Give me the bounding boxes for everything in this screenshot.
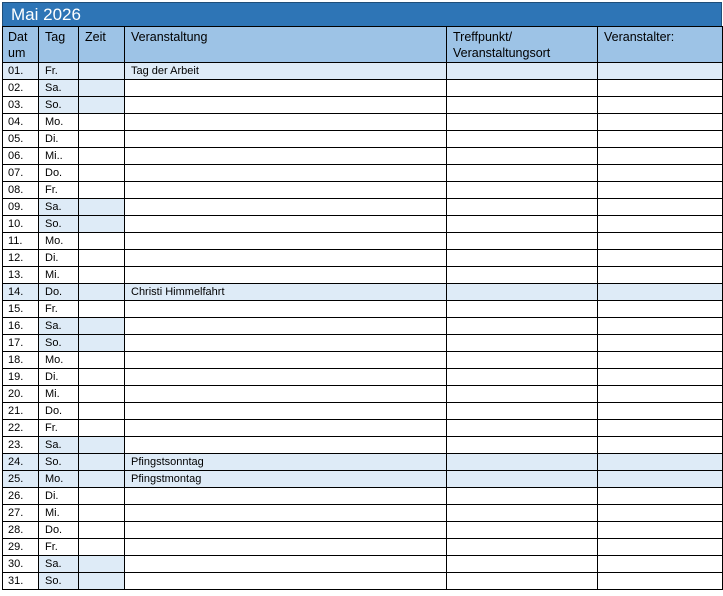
cell-zeit[interactable] bbox=[79, 539, 125, 556]
cell-datum: 11. bbox=[3, 233, 39, 250]
cell-zeit[interactable] bbox=[79, 216, 125, 233]
cell-treffpunkt[interactable] bbox=[447, 199, 598, 216]
cell-veranstaltung[interactable] bbox=[125, 216, 447, 233]
cell-zeit[interactable] bbox=[79, 369, 125, 386]
calendar-sheet bbox=[2, 2, 722, 590]
cell-veranstalter[interactable] bbox=[598, 573, 723, 590]
cell-veranstaltung[interactable] bbox=[125, 522, 447, 539]
table-row bbox=[3, 216, 723, 233]
cell-veranstaltung[interactable]: Pfingstmontag bbox=[125, 471, 447, 488]
table-row bbox=[3, 454, 723, 471]
cell-veranstalter[interactable] bbox=[598, 199, 723, 216]
month-title: Mai 2026 bbox=[2, 2, 722, 26]
table-row bbox=[3, 318, 723, 335]
cell-veranstalter[interactable] bbox=[598, 165, 723, 182]
cell-veranstaltung[interactable] bbox=[125, 165, 447, 182]
cell-veranstalter[interactable] bbox=[598, 131, 723, 148]
cell-datum: 27. bbox=[3, 505, 39, 522]
cell-treffpunkt[interactable] bbox=[447, 488, 598, 505]
table-row bbox=[3, 165, 723, 182]
cell-zeit[interactable] bbox=[79, 556, 125, 573]
cell-datum: 08. bbox=[3, 182, 39, 199]
cell-veranstaltung[interactable]: Tag der Arbeit bbox=[125, 63, 447, 80]
cell-zeit[interactable] bbox=[79, 573, 125, 590]
cell-datum: 23. bbox=[3, 437, 39, 454]
cell-veranstaltung[interactable]: Pfingstsonntag bbox=[125, 454, 447, 471]
cell-treffpunkt[interactable] bbox=[447, 437, 598, 454]
cell-zeit[interactable] bbox=[79, 488, 125, 505]
cell-tag: Fr. bbox=[39, 539, 79, 556]
cell-treffpunkt[interactable] bbox=[447, 369, 598, 386]
cell-datum: 06. bbox=[3, 148, 39, 165]
table-row bbox=[3, 80, 723, 97]
cell-veranstaltung[interactable] bbox=[125, 131, 447, 148]
cell-zeit[interactable] bbox=[79, 284, 125, 301]
table-row bbox=[3, 97, 723, 114]
cell-veranstaltung[interactable] bbox=[125, 267, 447, 284]
cell-datum: 04. bbox=[3, 114, 39, 131]
cell-datum: 30. bbox=[3, 556, 39, 573]
table-row bbox=[3, 250, 723, 267]
cell-datum: 17. bbox=[3, 335, 39, 352]
cell-datum: 15. bbox=[3, 301, 39, 318]
cell-veranstalter[interactable] bbox=[598, 216, 723, 233]
cell-zeit[interactable] bbox=[79, 522, 125, 539]
table-row bbox=[3, 369, 723, 386]
cell-datum: 18. bbox=[3, 352, 39, 369]
table-row bbox=[3, 63, 723, 80]
cell-veranstalter[interactable] bbox=[598, 335, 723, 352]
cell-tag: Mo. bbox=[39, 114, 79, 131]
cell-datum: 20. bbox=[3, 386, 39, 403]
cell-datum: 21. bbox=[3, 403, 39, 420]
cell-datum: 14. bbox=[3, 284, 39, 301]
cell-zeit[interactable] bbox=[79, 165, 125, 182]
cell-treffpunkt[interactable] bbox=[447, 165, 598, 182]
cell-tag: Do. bbox=[39, 165, 79, 182]
cell-treffpunkt[interactable] bbox=[447, 471, 598, 488]
cell-datum: 26. bbox=[3, 488, 39, 505]
cell-zeit[interactable] bbox=[79, 335, 125, 352]
cell-veranstaltung[interactable] bbox=[125, 573, 447, 590]
cell-treffpunkt[interactable] bbox=[447, 284, 598, 301]
cell-datum: 09. bbox=[3, 199, 39, 216]
cell-tag: Fr. bbox=[39, 301, 79, 318]
cell-datum: 24. bbox=[3, 454, 39, 471]
cell-tag: Sa. bbox=[39, 318, 79, 335]
cell-treffpunkt[interactable] bbox=[447, 267, 598, 284]
cell-zeit[interactable] bbox=[79, 148, 125, 165]
cell-datum: 12. bbox=[3, 250, 39, 267]
cell-zeit[interactable] bbox=[79, 250, 125, 267]
cell-tag: Mo. bbox=[39, 233, 79, 250]
cell-tag: Do. bbox=[39, 522, 79, 539]
cell-tag: Fr. bbox=[39, 420, 79, 437]
cell-tag: So. bbox=[39, 335, 79, 352]
cell-veranstalter[interactable] bbox=[598, 437, 723, 454]
header-veranstaltung: Veranstaltung bbox=[125, 27, 447, 63]
cell-veranstaltung[interactable] bbox=[125, 369, 447, 386]
cell-tag: Mi. bbox=[39, 386, 79, 403]
cell-zeit[interactable] bbox=[79, 403, 125, 420]
cell-treffpunkt[interactable] bbox=[447, 80, 598, 97]
table-row bbox=[3, 267, 723, 284]
cell-veranstaltung[interactable] bbox=[125, 182, 447, 199]
cell-zeit[interactable] bbox=[79, 131, 125, 148]
cell-tag: Mo. bbox=[39, 471, 79, 488]
cell-veranstaltung[interactable] bbox=[125, 80, 447, 97]
cell-veranstalter[interactable] bbox=[598, 233, 723, 250]
cell-veranstaltung[interactable] bbox=[125, 233, 447, 250]
cell-tag: So. bbox=[39, 97, 79, 114]
cell-tag: Di. bbox=[39, 369, 79, 386]
cell-treffpunkt[interactable] bbox=[447, 352, 598, 369]
cell-tag: Di. bbox=[39, 488, 79, 505]
cell-veranstalter[interactable] bbox=[598, 97, 723, 114]
table-row bbox=[3, 182, 723, 199]
cell-datum: 02. bbox=[3, 80, 39, 97]
cell-treffpunkt[interactable] bbox=[447, 114, 598, 131]
table-row bbox=[3, 488, 723, 505]
cell-datum: 10. bbox=[3, 216, 39, 233]
cell-veranstalter[interactable] bbox=[598, 250, 723, 267]
cell-veranstaltung[interactable] bbox=[125, 318, 447, 335]
cell-treffpunkt[interactable] bbox=[447, 233, 598, 250]
table-row bbox=[3, 114, 723, 131]
cell-zeit[interactable] bbox=[79, 505, 125, 522]
cell-treffpunkt[interactable] bbox=[447, 420, 598, 437]
cell-datum: 31. bbox=[3, 573, 39, 590]
cell-veranstaltung[interactable] bbox=[125, 437, 447, 454]
cell-zeit[interactable] bbox=[79, 386, 125, 403]
table-row bbox=[3, 573, 723, 590]
table-row bbox=[3, 301, 723, 318]
cell-veranstalter[interactable] bbox=[598, 80, 723, 97]
cell-treffpunkt[interactable] bbox=[447, 403, 598, 420]
cell-treffpunkt[interactable] bbox=[447, 454, 598, 471]
cell-datum: 01. bbox=[3, 63, 39, 80]
cell-veranstalter[interactable] bbox=[598, 386, 723, 403]
table-row bbox=[3, 505, 723, 522]
cell-zeit[interactable] bbox=[79, 437, 125, 454]
cell-tag: Do. bbox=[39, 403, 79, 420]
cell-treffpunkt[interactable] bbox=[447, 301, 598, 318]
table-row bbox=[3, 471, 723, 488]
cell-veranstalter[interactable] bbox=[598, 556, 723, 573]
cell-tag: Sa. bbox=[39, 80, 79, 97]
cell-tag: Sa. bbox=[39, 199, 79, 216]
cell-datum: 19. bbox=[3, 369, 39, 386]
cell-veranstaltung[interactable] bbox=[125, 420, 447, 437]
table-row bbox=[3, 199, 723, 216]
cell-veranstaltung[interactable] bbox=[125, 556, 447, 573]
cell-veranstalter[interactable] bbox=[598, 522, 723, 539]
cell-tag: Fr. bbox=[39, 63, 79, 80]
cell-datum: 28. bbox=[3, 522, 39, 539]
cell-tag: So. bbox=[39, 573, 79, 590]
cell-tag: Di. bbox=[39, 250, 79, 267]
cell-treffpunkt[interactable] bbox=[447, 97, 598, 114]
cell-datum: 03. bbox=[3, 97, 39, 114]
cell-veranstalter[interactable] bbox=[598, 148, 723, 165]
cell-veranstaltung[interactable] bbox=[125, 488, 447, 505]
cell-veranstaltung[interactable] bbox=[125, 199, 447, 216]
cell-veranstalter[interactable] bbox=[598, 539, 723, 556]
cell-zeit[interactable] bbox=[79, 199, 125, 216]
cell-datum: 13. bbox=[3, 267, 39, 284]
cell-veranstaltung[interactable]: Christi Himmelfahrt bbox=[125, 284, 447, 301]
cell-tag: Di. bbox=[39, 131, 79, 148]
table-body bbox=[3, 63, 723, 590]
cell-tag: Sa. bbox=[39, 437, 79, 454]
cell-zeit[interactable] bbox=[79, 471, 125, 488]
header-tag: Tag bbox=[39, 27, 79, 63]
cell-treffpunkt[interactable] bbox=[447, 250, 598, 267]
table-row bbox=[3, 437, 723, 454]
cell-treffpunkt[interactable] bbox=[447, 216, 598, 233]
cell-zeit[interactable] bbox=[79, 80, 125, 97]
cell-treffpunkt[interactable] bbox=[447, 522, 598, 539]
cell-veranstaltung[interactable] bbox=[125, 148, 447, 165]
table-row bbox=[3, 233, 723, 250]
cell-zeit[interactable] bbox=[79, 420, 125, 437]
cell-veranstalter[interactable] bbox=[598, 284, 723, 301]
cell-tag: Fr. bbox=[39, 182, 79, 199]
header-row bbox=[3, 27, 723, 63]
cell-veranstalter[interactable] bbox=[598, 403, 723, 420]
cell-veranstaltung[interactable] bbox=[125, 505, 447, 522]
cell-datum: 29. bbox=[3, 539, 39, 556]
cell-veranstalter[interactable] bbox=[598, 505, 723, 522]
cell-veranstaltung[interactable] bbox=[125, 301, 447, 318]
cell-treffpunkt[interactable] bbox=[447, 318, 598, 335]
header-veranstalter: Veranstalter: bbox=[598, 27, 723, 63]
cell-treffpunkt[interactable] bbox=[447, 148, 598, 165]
cell-veranstalter[interactable] bbox=[598, 454, 723, 471]
cell-treffpunkt[interactable] bbox=[447, 539, 598, 556]
table-row bbox=[3, 148, 723, 165]
cell-zeit[interactable] bbox=[79, 233, 125, 250]
cell-datum: 25. bbox=[3, 471, 39, 488]
cell-tag: Do. bbox=[39, 284, 79, 301]
cell-veranstalter[interactable] bbox=[598, 318, 723, 335]
header-treffpunkt: Treffpunkt/ Veranstaltungsort bbox=[447, 27, 598, 63]
cell-veranstalter[interactable] bbox=[598, 352, 723, 369]
cell-zeit[interactable] bbox=[79, 63, 125, 80]
table-row bbox=[3, 539, 723, 556]
table-row bbox=[3, 335, 723, 352]
cell-tag: Mo. bbox=[39, 352, 79, 369]
cell-veranstalter[interactable] bbox=[598, 301, 723, 318]
table-row bbox=[3, 403, 723, 420]
cell-datum: 05. bbox=[3, 131, 39, 148]
cell-datum: 16. bbox=[3, 318, 39, 335]
cell-veranstaltung[interactable] bbox=[125, 539, 447, 556]
table-row bbox=[3, 386, 723, 403]
cell-veranstaltung[interactable] bbox=[125, 114, 447, 131]
cell-zeit[interactable] bbox=[79, 267, 125, 284]
cell-tag: Mi. bbox=[39, 505, 79, 522]
cell-veranstalter[interactable] bbox=[598, 488, 723, 505]
cell-zeit[interactable] bbox=[79, 454, 125, 471]
header-zeit: Zeit bbox=[79, 27, 125, 63]
table-row bbox=[3, 131, 723, 148]
cell-veranstaltung[interactable] bbox=[125, 352, 447, 369]
calendar-table bbox=[2, 26, 723, 590]
cell-veranstaltung[interactable] bbox=[125, 250, 447, 267]
cell-tag: Mi. bbox=[39, 267, 79, 284]
cell-treffpunkt[interactable] bbox=[447, 556, 598, 573]
table-row bbox=[3, 556, 723, 573]
cell-zeit[interactable] bbox=[79, 301, 125, 318]
cell-veranstaltung[interactable] bbox=[125, 403, 447, 420]
table-row bbox=[3, 352, 723, 369]
table-row bbox=[3, 522, 723, 539]
cell-treffpunkt[interactable] bbox=[447, 505, 598, 522]
cell-treffpunkt[interactable] bbox=[447, 386, 598, 403]
cell-zeit[interactable] bbox=[79, 182, 125, 199]
cell-veranstalter[interactable] bbox=[598, 420, 723, 437]
cell-veranstalter[interactable] bbox=[598, 182, 723, 199]
cell-veranstaltung[interactable] bbox=[125, 386, 447, 403]
cell-tag: So. bbox=[39, 216, 79, 233]
cell-veranstalter[interactable] bbox=[598, 471, 723, 488]
cell-veranstalter[interactable] bbox=[598, 63, 723, 80]
cell-zeit[interactable] bbox=[79, 352, 125, 369]
cell-tag: So. bbox=[39, 454, 79, 471]
cell-datum: 07. bbox=[3, 165, 39, 182]
cell-treffpunkt[interactable] bbox=[447, 63, 598, 80]
table-row bbox=[3, 420, 723, 437]
cell-veranstalter[interactable] bbox=[598, 267, 723, 284]
cell-veranstalter[interactable] bbox=[598, 114, 723, 131]
cell-treffpunkt[interactable] bbox=[447, 573, 598, 590]
cell-zeit[interactable] bbox=[79, 318, 125, 335]
cell-veranstalter[interactable] bbox=[598, 369, 723, 386]
cell-tag: Sa. bbox=[39, 556, 79, 573]
cell-treffpunkt[interactable] bbox=[447, 131, 598, 148]
cell-veranstaltung[interactable] bbox=[125, 97, 447, 114]
cell-datum: 22. bbox=[3, 420, 39, 437]
header-datum: Datum bbox=[3, 27, 39, 63]
cell-treffpunkt[interactable] bbox=[447, 182, 598, 199]
cell-treffpunkt[interactable] bbox=[447, 335, 598, 352]
cell-tag: Mi.. bbox=[39, 148, 79, 165]
cell-zeit[interactable] bbox=[79, 114, 125, 131]
cell-zeit[interactable] bbox=[79, 97, 125, 114]
table-row bbox=[3, 284, 723, 301]
cell-veranstaltung[interactable] bbox=[125, 335, 447, 352]
